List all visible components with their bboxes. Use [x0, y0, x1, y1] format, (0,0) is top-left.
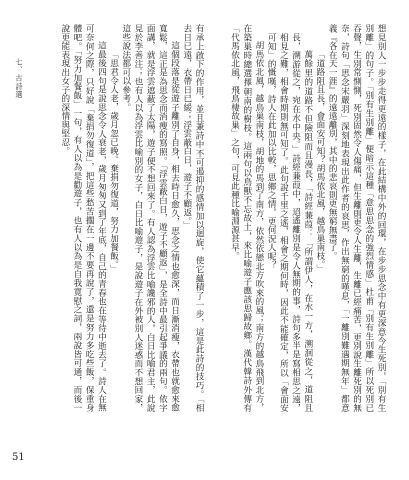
paragraph: 這個段落是從遊子離別了自身，相去時日愈久，思念之情也愈深，而日漸消瘦，衣帶也就愈來愈寬鬆，這正是為思念而消瘦的寫照。「浮雲蔽白日，遊子不顧返」，是全詩中最引起爭議的兩句。依字面講，就是浮雲遮蔽了太陽，遊子便不想回來了。有人認為浮雲比喻讒邪的人，白日比喻君主，此說見於李善注；也有人以為浮雲比喻別的女子，白日比喻遊子，是說遊子在外被別人迷惑而不想回家，這些說法都可以參考。: [120, 24, 180, 412]
paragraph: 想見別人一步步走得更遠的樣子，在此結構中外的回環，在步步思念中有更深意今生死別，「別有生別離」的句子。「別有生別離」便暗示這種「意思思念的強烈情感」杜甫「別有生別離」所以死別已吞聲，生別常惻惻，死別固然令人傷痛，但生離則更令人生離，生離已經痛苦，更別說生離死別的無奈，詩句「思念宋嚴羽」深刻地表現出此作者的哀思，作出無窮的嘆息，「一離別難遇期無年」都意義『各在天一涯』的遠遠離別，其中的悲哀則更無窮無盡了。: [327, 24, 386, 412]
paragraph: 萬餘里的道路不但險阻而且漫長，「詩經蒹葭：「所謂伊人，在水一方，溯洄從之，道阻且長，溯游從之，宛在水中央。」詩經蒹葭中，迢遙離別是令人無期的事，詩句多半是寫相思之遠，相見之難，相會時期則無可知了。此句說千里之遙，相會之期何時，因此不能確定，所以「會面安可知」的慨嘆，詩人在此加以比較，思鄉之情，更何況人呢？: [266, 32, 313, 412]
text-column-right: [215, 24, 387, 412]
quoted-verse: 「思君令人老，歲月忽已晚。棄捐勿復道，努力加餐飯。」: [108, 49, 119, 273]
quoted-verse: 「道路阻且長，會面安可知？胡馬依北風，越鳥巢南枝。」: [314, 49, 325, 273]
paragraph: 胡馬依北風，越鳥巢南枝，胡地的馬到了南方，依然依戀北方吹來的風；南方的越鳥飛到北方，在築巢時總選擇朝南的樹枝。這兩句以鳥獸不忘故土，來比喻遊子應該思歸故鄉。漢代韓詩外傳有「代馬依北風，飛鳥棲故巢」之句，可見此種比喻淵源甚早。: [229, 24, 264, 412]
paragraph: 有承上啟下的作用，並且兼詩中不可遏抑的感情加以迴旋，使它蘊積了一步，這是此詩的技巧。「相去日已遠，衣帶日已緩；浮雲蔽白日，遊子不顧返。」: [181, 24, 204, 412]
page-number: 51: [12, 452, 25, 463]
running-head: 七、古詩選: [15, 58, 24, 99]
paragraph: 這最後四句是說思念令人衰老，歲月匆匆又到了年底，自己的青春也在等待中逝去了。詩人在無可奈何之際，只好說「棄捐勿復道」，把這些愁苦擱在一邊不要再說了，還是努力多吃些飯，保重身體吧。「努力加餐飯」一句，有人以為是勸遊子，也有人以為是自我寬慰之詞，兩說皆可通，而後一說更能表現出女子的深情與堅忍。: [59, 24, 107, 412]
text-column-left: [32, 24, 205, 412]
